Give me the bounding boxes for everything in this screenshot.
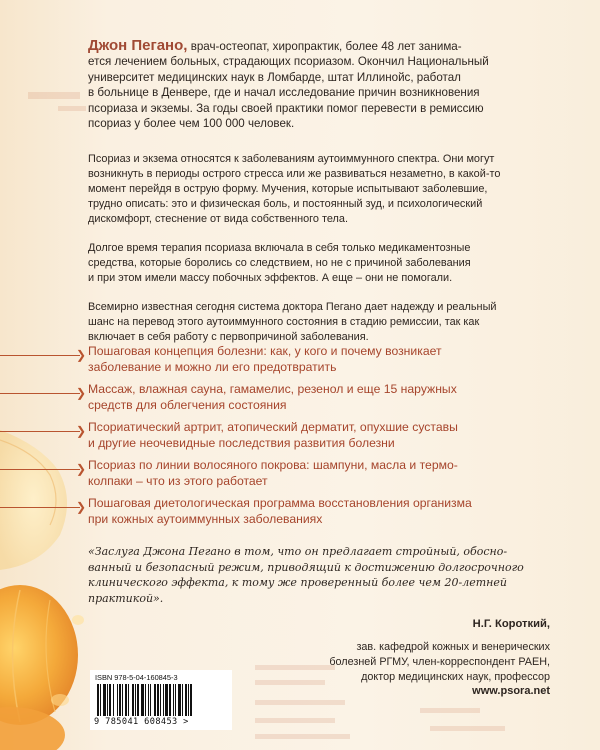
feature-item xyxy=(0,381,600,419)
chevron-right-icon: ❯ xyxy=(76,462,87,476)
feature-list xyxy=(0,343,600,533)
quote-line: клинического эффекта, к тому же проверенный более чем 20-летней xyxy=(88,576,508,590)
feature-line xyxy=(0,355,80,356)
isbn-label: ISBN 978-5-04-160845-3 xyxy=(95,673,178,682)
chevron-right-icon: ❯ xyxy=(76,424,87,438)
feature-line-text: и другие неочевидные последствия развития болезни xyxy=(88,435,395,450)
reviewer-title-line: зав. кафедрой кожных и венерических xyxy=(356,641,550,653)
feature-item xyxy=(0,419,600,457)
description-paragraph xyxy=(88,152,550,227)
feature-line-text: средств для облегчения состояния xyxy=(88,397,287,412)
feature-line-text: Псориаз по линии волосяного покрова: шампуни, масла и термо- xyxy=(88,458,458,472)
barcode-icon xyxy=(95,684,227,716)
website-link[interactable]: www.psora.net xyxy=(472,685,550,697)
reviewer-title-line: болезней РГМУ, член-корреспондент РАЕН, xyxy=(329,656,550,668)
feature-text xyxy=(88,496,528,527)
feature-line-text: колпаки – что из этого работает xyxy=(88,473,268,488)
reviewer-title-line: доктор медицинских наук, профессор xyxy=(361,671,550,683)
feature-line-text: Массаж, влажная сауна, гамамелис, резенол и еще 15 наружных xyxy=(88,382,457,396)
author-bio-line: врач-остеопат, хиропрактик, более 48 лет занима- xyxy=(190,40,462,53)
feature-text xyxy=(88,458,528,489)
feature-item xyxy=(0,343,600,381)
feature-line-text: Пошаговая диетологическая программа восстановления организма xyxy=(88,496,472,510)
author-bio-line: псориаз у более чем 100 000 человек. xyxy=(88,117,295,131)
paragraph-line: дискомфорт, стеснение от вида собственного тела. xyxy=(88,213,348,226)
review-quote xyxy=(88,544,540,606)
paragraph-line: включает в себя работу с первопричиной заболевания. xyxy=(88,331,369,344)
chevron-right-icon: ❯ xyxy=(76,348,87,362)
author-name: Джон Пегано, xyxy=(88,37,188,54)
feature-text xyxy=(88,420,528,451)
paragraph-line: Долгое время терапия псориаза включала в себя только медикаментозные xyxy=(88,242,471,255)
paragraph-line: возникнуть в периоды острого стресса или же развиваться незаметно, в какой-то xyxy=(88,168,501,181)
feature-item xyxy=(0,457,600,495)
feature-line xyxy=(0,469,80,470)
author-bio-line: в больнице в Денвере, где и начал исследование причин возникновения xyxy=(88,86,480,100)
feature-line xyxy=(0,393,80,394)
description-paragraphs xyxy=(88,152,550,345)
paragraph-line: средства, которые боролись со следствием, но не с причиной заболевания xyxy=(88,257,471,270)
feature-line xyxy=(0,507,80,508)
feature-line xyxy=(0,431,80,432)
quote-line: ванный и безопасный режим, приводящий к достижению долгосрочного xyxy=(88,560,524,574)
chevron-right-icon: ❯ xyxy=(76,500,87,514)
paragraph-line: трудно описать: это и физическая боль, и постоянный зуд, и психологический xyxy=(88,198,483,211)
description-paragraph xyxy=(88,300,550,345)
paragraph-line: момент перейдя в острую форму. Мучения, которые испытывают заболевшие, xyxy=(88,183,488,196)
feature-text xyxy=(88,344,528,375)
reviewer-name: Н.Г. Короткий, xyxy=(472,618,550,630)
quote-line: практикой». xyxy=(88,591,164,605)
paragraph-line: шанс на перевод этого аутоиммунного состояния в стадию ремиссии, так как xyxy=(88,316,480,329)
feature-line-text: Пошаговая концепция болезни: как, у кого и почему возникает xyxy=(88,344,442,358)
feature-item xyxy=(0,495,600,533)
author-bio-line: ется лечением больных, страдающих псориазом. Окончил Национальный xyxy=(88,55,489,69)
barcode-block xyxy=(90,670,232,730)
feature-line-text: заболевание и можно ли его предотвратить xyxy=(88,359,337,374)
feature-line-text: Псориатический артрит, атопический дерматит, опухшие суставы xyxy=(88,420,458,434)
author-bio-line: псориаза и экземы. За годы своей практики помог перевести в ремиссию xyxy=(88,101,484,115)
feature-text xyxy=(88,382,528,413)
barcode-number: 9 785041 608453 > xyxy=(94,717,189,727)
paragraph-line: Всемирно известная сегодня система доктора Пегано дает надежду и реальный xyxy=(88,301,497,314)
paragraph-line: и при этом имели массу побочных эффектов. А еще – они не помогали. xyxy=(88,272,453,285)
quote-line: «Заслуга Джона Пегано в том, что он предлагает стройный, обосно- xyxy=(88,545,508,558)
main-text-column xyxy=(88,38,550,345)
author-bio-line: университет медицинских наук в Ломбарде, штат Иллинойс, работал xyxy=(88,70,461,84)
feature-line-text: при кожных аутоиммунных заболеваниях xyxy=(88,511,323,526)
reviewer-title xyxy=(210,640,550,685)
description-paragraph xyxy=(88,241,550,286)
author-bio xyxy=(88,38,550,131)
paragraph-line: Псориаз и экзема относятся к заболеваниям аутоиммунного спектра. Они могут xyxy=(88,153,495,166)
chevron-right-icon: ❯ xyxy=(76,386,87,400)
